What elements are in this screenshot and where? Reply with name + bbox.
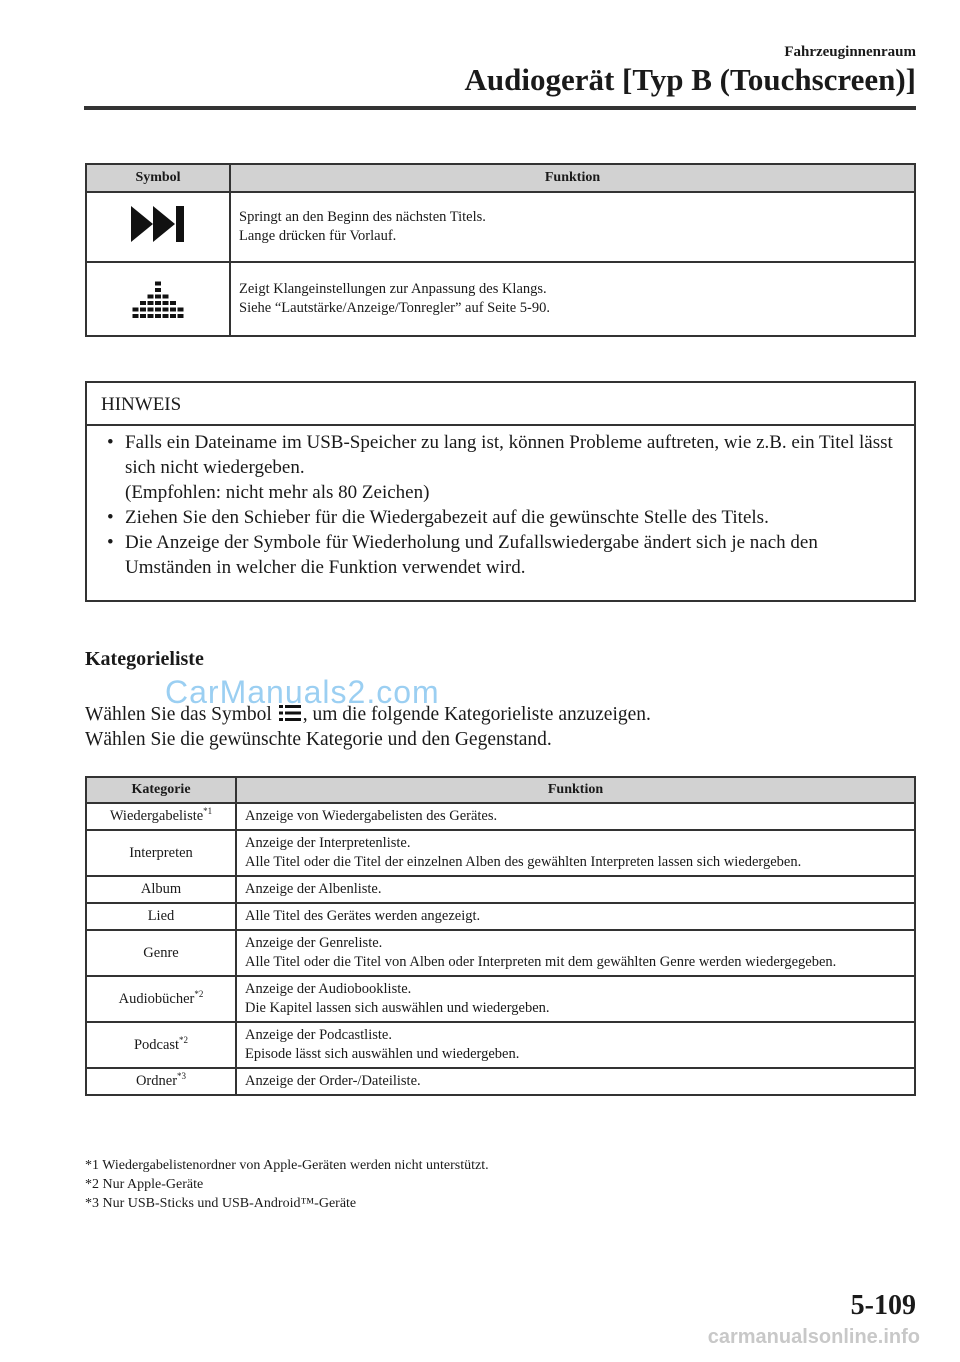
footnote: *1 Wiedergabelistenordner von Apple-Geräten werden nicht unterstützt. (85, 1158, 489, 1173)
list-item: • Falls ein Dateiname im USB-Speicher zu lang ist, können Probleme auftreten, wie z.B. ein Titel lässt sich nicht wiedergeben. (Empfohlen: nicht mehr als 80 Zeichen) (107, 432, 893, 503)
category-cell: Podcast$^{*2}$ (86, 1022, 236, 1068)
symbol-column-header: Symbol (86, 164, 230, 192)
note-title: HINWEIS (87, 383, 914, 426)
footnote-mark: *2 (194, 988, 204, 999)
function-cell: Springt an den Beginn des nächsten Titels. Lange drücken für Vorlauf. (230, 192, 915, 262)
function-cell: Zeigt Klangeinstellungen zur Anpassung des Klangs. Siehe “Lautstärke/Anzeige/Tonregler” auf Seite 5-90. (230, 262, 915, 336)
footnote-mark: *2 (179, 1034, 189, 1045)
list-item: • Die Anzeige der Symbole für Wiederholung und Zufallswiedergabe ändert sich je nach den Umständen in welcher die Funktion verwendet wird. (107, 532, 818, 578)
instruction-paragraph: Wählen Sie die gewünschte Kategorie und den Gegenstand. (85, 729, 552, 750)
page-title: Audiogerät [Typ B (Touchscreen)] (464, 62, 916, 97)
category-cell: Genre (86, 930, 236, 976)
symbol-cell (86, 192, 230, 262)
function-cell: Anzeige der Albenliste. (236, 876, 915, 903)
category-table (85, 776, 916, 1096)
category-cell: Interpreten (86, 830, 236, 876)
category-cell: Lied (86, 903, 236, 930)
function-cell: Alle Titel des Gerätes werden angezeigt. (236, 903, 915, 930)
site-watermark: carmanualsonline.info (707, 1326, 920, 1348)
table-row (86, 903, 915, 930)
footnote: *2 Nur Apple-Geräte (85, 1177, 204, 1192)
bullet: • (107, 432, 114, 453)
table-row (86, 803, 915, 830)
bullet: • (107, 507, 114, 528)
table-row (86, 1022, 915, 1068)
table-row (86, 930, 915, 976)
section-header: Fahrzeuginnenraum (784, 44, 916, 60)
section-heading: Kategorieliste (85, 648, 204, 670)
function-cell: Anzeige der Interpretenliste. Alle Titel oder die Titel der einzelnen Alben des gewählten Interpreten lassen sich wiedergeben. (236, 830, 915, 876)
header-rule (84, 106, 916, 110)
category-column-header: Kategorie (86, 777, 236, 803)
table-row (86, 976, 915, 1022)
footnotes (85, 1156, 489, 1213)
note-list (87, 426, 914, 580)
instruction-paragraph: Wählen Sie das Symbol , um die folgende Kategorieliste anzuzeigen. (85, 702, 651, 729)
category-cell: Wiedergabeliste$^{*1}$ (86, 803, 236, 830)
symbol-cell (86, 262, 230, 336)
category-cell: Album (86, 876, 236, 903)
function-column-header: Funktion (236, 777, 915, 803)
list-item: • Ziehen Sie den Schieber für die Wiedergabezeit auf die gewünschte Stelle des Titels. (107, 507, 769, 528)
category-cell: Ordner$^{*3}$ (86, 1068, 236, 1095)
table-row (86, 876, 915, 903)
category-cell: Audiobücher$^{*2}$ (86, 976, 236, 1022)
skip-next-icon (129, 204, 187, 244)
footnote-mark: *3 (177, 1071, 187, 1082)
function-cell: Anzeige der Audiobookliste. Die Kapitel lassen sich auswählen und wiedergeben. (236, 976, 915, 1022)
equalizer-icon (131, 272, 185, 320)
table-row (86, 1068, 915, 1095)
page-number: 5-109 (850, 1290, 916, 1321)
footnote-mark: *1 (203, 806, 213, 817)
function-cell: Anzeige der Podcastliste. Episode lässt sich auswählen und wiedergeben. (236, 1022, 915, 1068)
table-row (86, 830, 915, 876)
function-column-header: Funktion (230, 164, 915, 192)
note-box (85, 381, 916, 602)
table-row (86, 192, 915, 262)
table-row (86, 262, 915, 336)
symbol-table (85, 163, 916, 337)
watermark: CarManuals2.com (165, 674, 440, 710)
function-cell: Anzeige der Genreliste. Alle Titel oder die Titel von Alben oder Interpreten mit dem gewählten Genre werden wiedergegeben. (236, 930, 915, 976)
footnote: *3 Nur USB-Sticks und USB-Android™-Geräte (85, 1196, 357, 1211)
bullet: • (107, 532, 114, 553)
function-cell: Anzeige der Order-/Dateiliste. (236, 1068, 915, 1095)
function-cell: Anzeige von Wiedergabelisten des Gerätes. (236, 803, 915, 830)
